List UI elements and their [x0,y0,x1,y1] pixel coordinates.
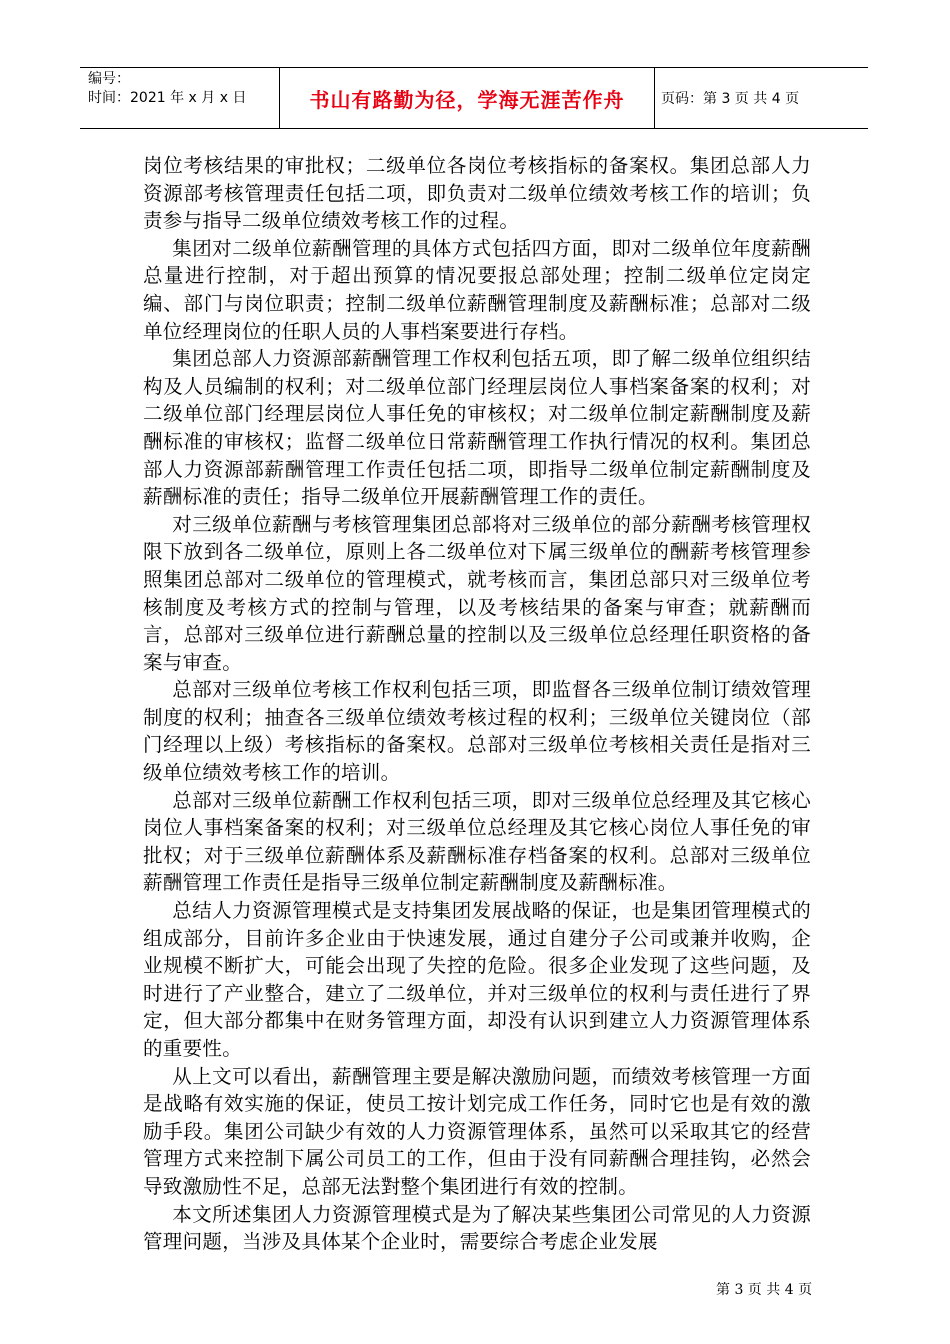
time-label: 时间：2021 年 x 月 x 日 [88,90,247,106]
document-body [143,152,811,1256]
page-header [80,67,868,129]
paragraph: 本文所述集团人力资源管理模式是为了解决某些集团公司常见的人力资源管理问题，当涉及具体某个企业时，需要综合考虑企业发展 [143,1202,811,1254]
paragraph: 总结人力资源管理模式是支持集团发展战略的保证，也是集团管理模式的组成部分，目前许多企业由于快速发展，通过自建分子公司或兼并收购，企业规模不断扩大，可能会出现了失控的危险。很多企业发现了这些问题，及时进行了产业整合，建立了二级单位，并对三级单位的权利与责任进行了界定，但大部分都集中在财务管理方面，却没有认识到建立人力资源管理体系的重要性。 [143,899,811,1060]
paragraph: 集团总部人力资源部薪酬管理工作权利包括五项，即了解二级单位组织结构及人员编制的权利；对二级单位部门经理层岗位人事档案备案的权利；对二级单位部门经理层岗位人事任免的审核权；对二级单位制定薪酬制度及薪酬标准的审核权；监督二级单位日常薪酬管理工作执行情况的权利。集团总部人力资源部薪酬管理工作责任包括二项，即指导二级单位制定薪酬制度及薪酬标准的责任；指导二级单位开展薪酬管理工作的责任。 [143,347,811,509]
paragraph: 总部对三级单位薪酬工作权利包括三项，即对三级单位总经理及其它核心岗位人事档案备案的权利；对三级单位总经理及其它核心岗位人事任免的审批权；对于三级单位薪酬体系及薪酬标准存档备案的权利。总部对三级单位薪酬管理工作责任是指导三级单位制定薪酬制度及薪酬标准。 [143,788,811,895]
page-footer: 第 3 页 共 4 页 [716,1282,813,1298]
number-label: 编号： [88,71,130,87]
paragraph: 从上文可以看出，薪酬管理主要是解决激励问题，而绩效考核管理一方面是战略有效实施的保证，使员工按计划完成工作任务，同时它也是有效的激励手段。集团公司缺少有效的人力资源管理体系，虽然可以采取其它的经营管理方式来控制下属公司员工的工作，但由于没有同薪酬合理挂钩，必然会导致激励性不足，总部无法對整个集团进行有效的控制。 [143,1064,811,1198]
header-meta [80,68,280,128]
paragraph: 总部对三级单位考核工作权利包括三项，即监督各三级单位制订绩效管理制度的权利；抽查各三级单位绩效考核过程的权利；三级单位关键岗位（部门经理以上级）考核指标的备案权。总部对三级单位考核相关责任是指对三级单位绩效考核工作的培训。 [143,678,811,785]
paragraph: 对三级单位薪酬与考核管理集团总部将对三级单位的部分薪酬考核管理权限下放到各二级单位，原则上各二级单位对下属三级单位的酬薪考核管理参照集团总部对二级单位的管理模式，就考核而言，集团总部只对三级单位考核制度及考核方式的控制与管理，以及考核结果的备案与审查；就薪酬而言，总部对三级单位进行薪酬总量的控制以及三级单位总经理任职资格的备案与审查。 [143,512,811,674]
paragraph: 岗位考核结果的审批权；二级单位各岗位考核指标的备案权。集团总部人力资源部考核管理责任包括二项，即负责对二级单位绩效考核工作的培训；负责参与指导二级单位绩效考核工作的过程。 [143,154,811,233]
header-page-label: 页码：第 3 页 共 4 页 [661,91,800,107]
header-motto: 书山有路勤为径，学海无涯苦作舟 [280,68,655,128]
paragraph: 集团对二级单位薪酬管理的具体方式包括四方面，即对二级单位年度薪酬总量进行控制，对于超出预算的情况要报总部处理；控制二级单位定岗定编、部门与岗位职责；控制二级单位薪酬管理制度及薪酬标准；总部对二级单位经理岗位的任职人员的人事档案要进行存档。 [143,236,811,343]
